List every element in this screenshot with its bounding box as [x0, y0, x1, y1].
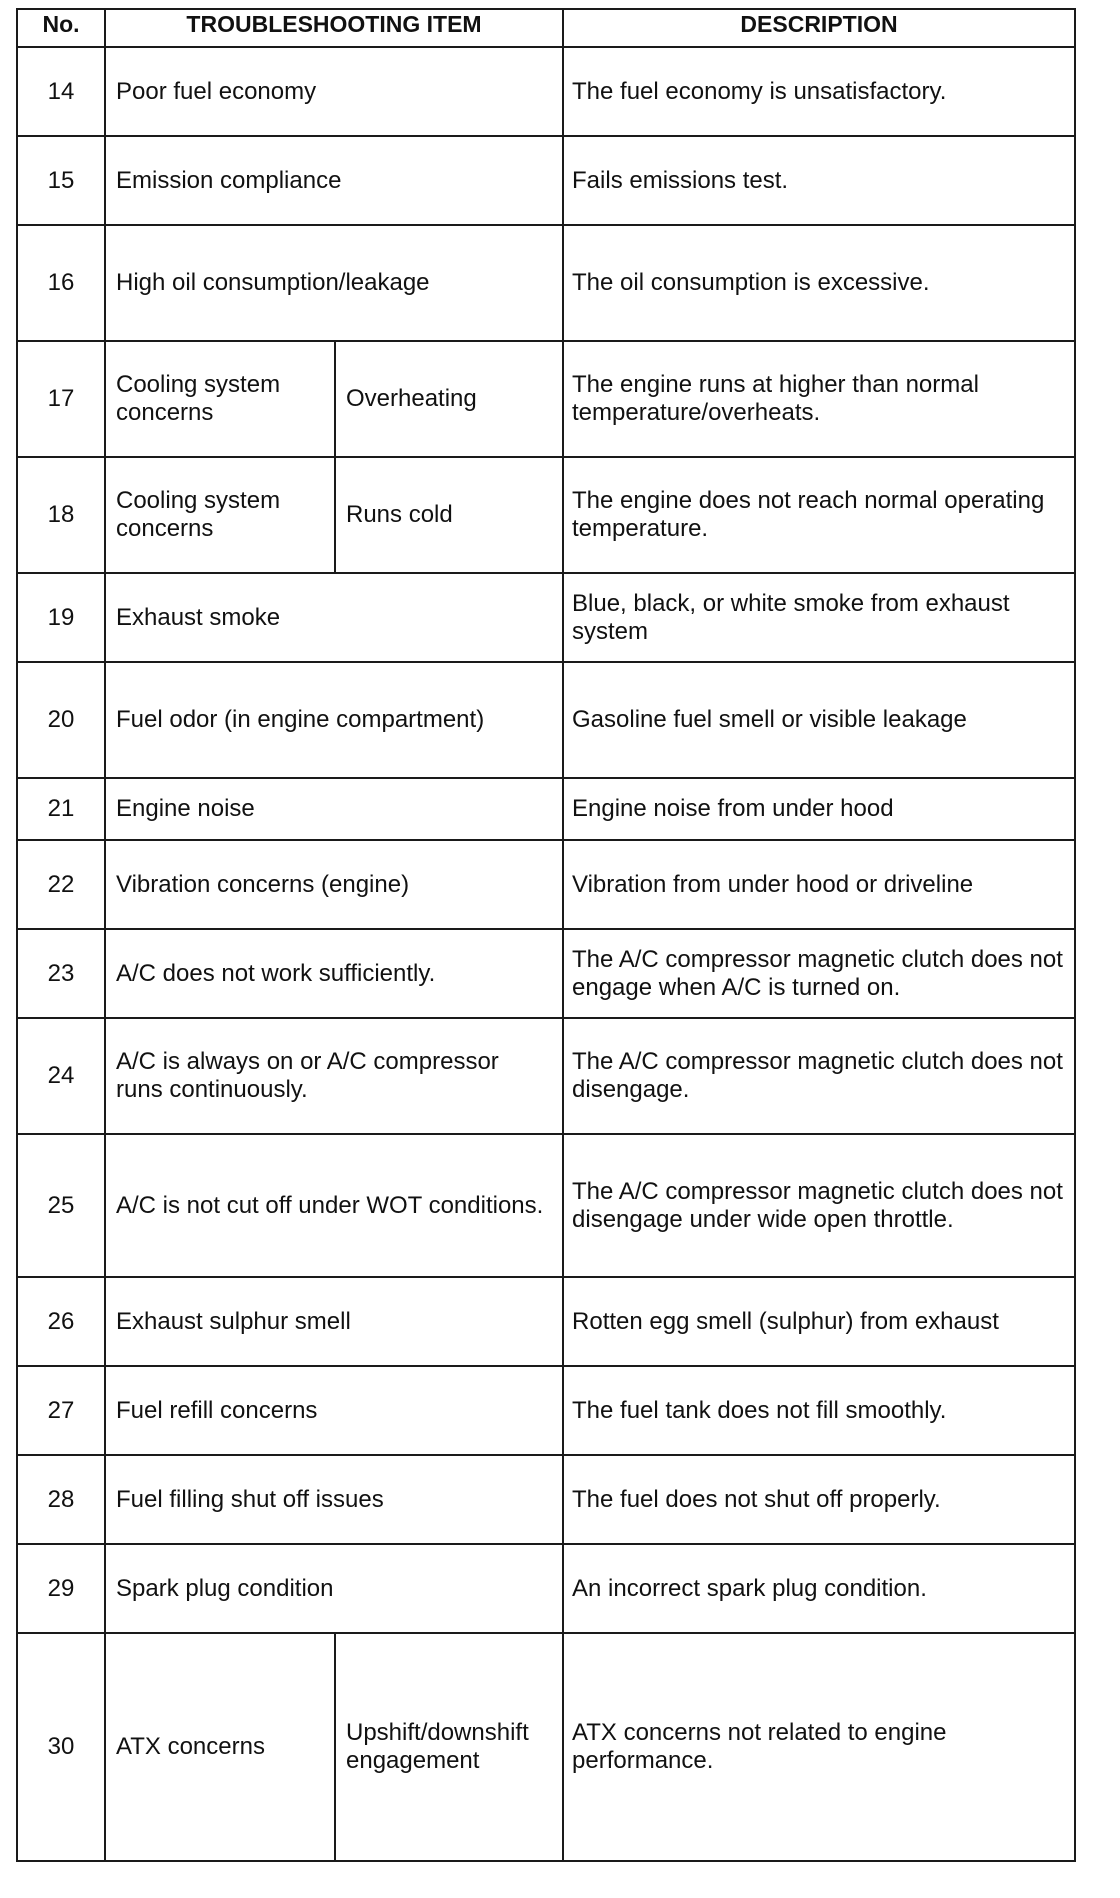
troubleshooting-item: Engine noise — [105, 778, 563, 840]
troubleshooting-subitem: Upshift/downshift engagement — [335, 1633, 563, 1861]
table-row — [17, 136, 1075, 225]
description: The fuel economy is unsatisfactory. — [563, 47, 1075, 136]
description: Blue, black, or white smoke from exhaust system — [563, 573, 1075, 662]
row-number: 29 — [17, 1544, 105, 1633]
description: The engine runs at higher than normal temperature/overheats. — [563, 341, 1075, 457]
troubleshooting-item: Fuel odor (in engine compartment) — [105, 662, 563, 778]
troubleshooting-subitem: Runs cold — [335, 457, 563, 573]
troubleshooting-subitem: Overheating — [335, 341, 563, 457]
description: The A/C compressor magnetic clutch does not engage when A/C is turned on. — [563, 929, 1075, 1018]
description: The A/C compressor magnetic clutch does not disengage under wide open throttle. — [563, 1134, 1075, 1277]
description: The engine does not reach normal operating temperature. — [563, 457, 1075, 573]
table-header-row — [17, 9, 1075, 47]
table-row — [17, 840, 1075, 929]
troubleshooting-item: Cooling system concerns — [105, 457, 335, 573]
row-number: 30 — [17, 1633, 105, 1861]
description: The oil consumption is excessive. — [563, 225, 1075, 341]
row-number: 14 — [17, 47, 105, 136]
troubleshooting-item: A/C is always on or A/C compressor runs continuously. — [105, 1018, 563, 1134]
description: Gasoline fuel smell or visible leakage — [563, 662, 1075, 778]
troubleshooting-item: Emission compliance — [105, 136, 563, 225]
troubleshooting-item: ATX concerns — [105, 1633, 335, 1861]
table-row — [17, 1455, 1075, 1544]
row-number: 19 — [17, 573, 105, 662]
troubleshooting-item: Fuel filling shut off issues — [105, 1455, 563, 1544]
row-number: 28 — [17, 1455, 105, 1544]
row-number: 26 — [17, 1277, 105, 1366]
table-row — [17, 1544, 1075, 1633]
row-number: 22 — [17, 840, 105, 929]
table-row — [17, 341, 1075, 457]
description: ATX concerns not related to engine performance. — [563, 1633, 1075, 1861]
table-row — [17, 225, 1075, 341]
table-row — [17, 1366, 1075, 1455]
row-number: 20 — [17, 662, 105, 778]
row-number: 16 — [17, 225, 105, 341]
row-number: 18 — [17, 457, 105, 573]
row-number: 21 — [17, 778, 105, 840]
troubleshooting-table — [16, 8, 1076, 1862]
table-row — [17, 457, 1075, 573]
table-row — [17, 1134, 1075, 1277]
troubleshooting-item: Vibration concerns (engine) — [105, 840, 563, 929]
table-row — [17, 929, 1075, 1018]
troubleshooting-item: Exhaust sulphur smell — [105, 1277, 563, 1366]
row-number: 25 — [17, 1134, 105, 1277]
troubleshooting-item: Exhaust smoke — [105, 573, 563, 662]
description: Rotten egg smell (sulphur) from exhaust — [563, 1277, 1075, 1366]
header-troubleshooting-item: TROUBLESHOOTING ITEM — [105, 9, 563, 47]
row-number: 24 — [17, 1018, 105, 1134]
description: An incorrect spark plug condition. — [563, 1544, 1075, 1633]
row-number: 17 — [17, 341, 105, 457]
troubleshooting-item: Poor fuel economy — [105, 47, 563, 136]
row-number: 15 — [17, 136, 105, 225]
description: Fails emissions test. — [563, 136, 1075, 225]
row-number: 27 — [17, 1366, 105, 1455]
table-row — [17, 662, 1075, 778]
table-row — [17, 778, 1075, 840]
table-row — [17, 1277, 1075, 1366]
troubleshooting-item: Fuel refill concerns — [105, 1366, 563, 1455]
table-row — [17, 573, 1075, 662]
table-row — [17, 1633, 1075, 1861]
description: Vibration from under hood or driveline — [563, 840, 1075, 929]
description: The fuel does not shut off properly. — [563, 1455, 1075, 1544]
troubleshooting-item: A/C does not work sufficiently. — [105, 929, 563, 1018]
troubleshooting-item: Spark plug condition — [105, 1544, 563, 1633]
table-row — [17, 47, 1075, 136]
troubleshooting-item: High oil consumption/leakage — [105, 225, 563, 341]
row-number: 23 — [17, 929, 105, 1018]
header-description: DESCRIPTION — [563, 9, 1075, 47]
description: The A/C compressor magnetic clutch does not disengage. — [563, 1018, 1075, 1134]
description: Engine noise from under hood — [563, 778, 1075, 840]
troubleshooting-item: Cooling system concerns — [105, 341, 335, 457]
header-no: No. — [17, 9, 105, 47]
description: The fuel tank does not fill smoothly. — [563, 1366, 1075, 1455]
troubleshooting-item: A/C is not cut off under WOT conditions. — [105, 1134, 563, 1277]
table-row — [17, 1018, 1075, 1134]
